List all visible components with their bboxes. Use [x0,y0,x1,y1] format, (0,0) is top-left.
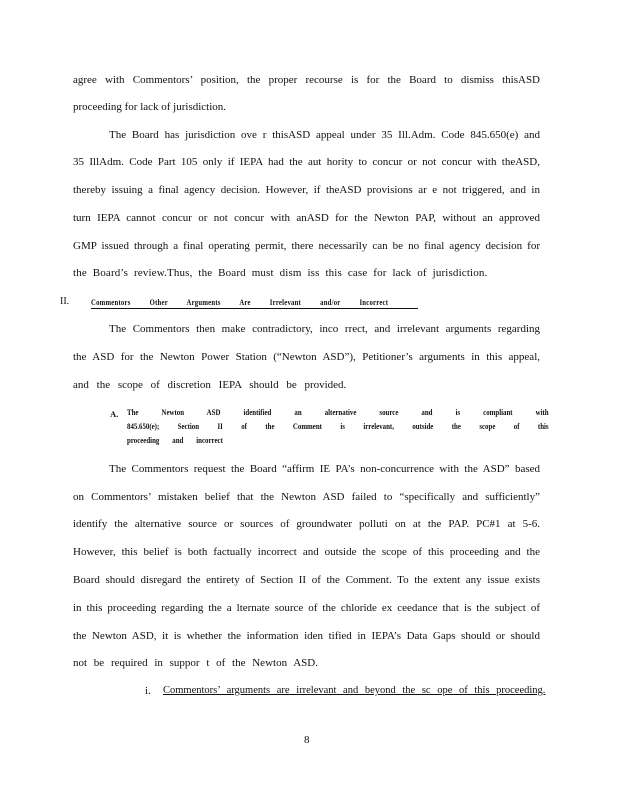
subsection-a-line-2: 845.650(e); Section II of the Comment is irrelevant, outside the scope of this [127,421,549,431]
paragraph-4-line-5: Board should disregard the entirety of Section II of the Comment. To the extent any issue exists [73,574,540,586]
paragraph-4-line-6: in this proceeding regarding the a lternate source of the chloride ex ceedance that is the subject of [73,602,540,614]
subsection-i-title: Commentors’ arguments are irrelevant and beyond the sc ope of this proceeding. [163,685,546,696]
paragraph-2-line-3: thereby issuing a final agency decision. However, if theASD provisions ar e not triggered, and in [73,184,540,196]
subsection-a-letter: A. [110,409,119,419]
paragraph-1-line-1: agree with Commentors’ position, the proper recourse is for the Board to dismiss thisASD [73,74,540,86]
page-number: 8 [304,734,310,746]
paragraph-4-line-8: not be required in suppor t of the Newton ASD. [73,657,318,669]
section-2-number: II. [60,296,70,307]
paragraph-4-line-2: on Commentors’ mistaken belief that the Newton ASD failed to “specifically and sufficiently” [73,491,540,503]
paragraph-2-line-1: The Board has jurisdiction ove r thisASD appeal under 35 Ill.Adm. Code 845.650(e) and [109,129,540,141]
paragraph-2-line-6: the Board’s review.Thus, the Board must dism iss this case for lack of jurisdiction. [73,267,488,279]
paragraph-1-line-2: proceeding for lack of jurisdiction. [73,101,227,113]
paragraph-4-line-3: identify the alternative source or sources of groundwater polluti on at the PAP. PC#1 at 5-6. [73,518,540,530]
subsection-i-numeral: i. [145,685,151,697]
paragraph-3-line-1: The Commentors then make contradictory, inco rrect, and irrelevant arguments regarding [109,323,540,335]
paragraph-3-line-3: and the scope of discretion IEPA should be provided. [73,379,347,391]
paragraph-4-line-7: the Newton ASD, it is whether the information iden tified in IEPA’s Data Gaps should or should [73,630,540,642]
subsection-a-line-1: The Newton ASD identified an alternative source and is compliant with [127,407,549,417]
section-2-title: Commentors Other Arguments Are Irrelevant and/or Incorrect [91,297,389,307]
paragraph-4-line-1: The Commentors request the Board “affirm IE PA’s non-concurrence with the ASD” based [109,463,540,475]
paragraph-2-line-5: GMP issued through a final operating permit, there necessarily can be no final agency decision for [73,240,540,252]
section-2-underline [91,308,418,309]
paragraph-3-line-2: the ASD for the Newton Power Station (“Newton ASD”), Petitioner’s arguments in this appeal, [73,351,540,363]
paragraph-4-line-4: However, this belief is both factually incorrect and outside the scope of this proceeding and the [73,546,540,558]
subsection-a-line-3: proceeding and incorrect [127,435,223,445]
paragraph-2-line-4: turn IEPA cannot concur or not concur with anASD for the Newton PAP, without an approved [73,212,540,224]
paragraph-2-line-2: 35 IllAdm. Code Part 105 only if IEPA had the aut hority to concur or not concur with theASD, [73,156,540,168]
